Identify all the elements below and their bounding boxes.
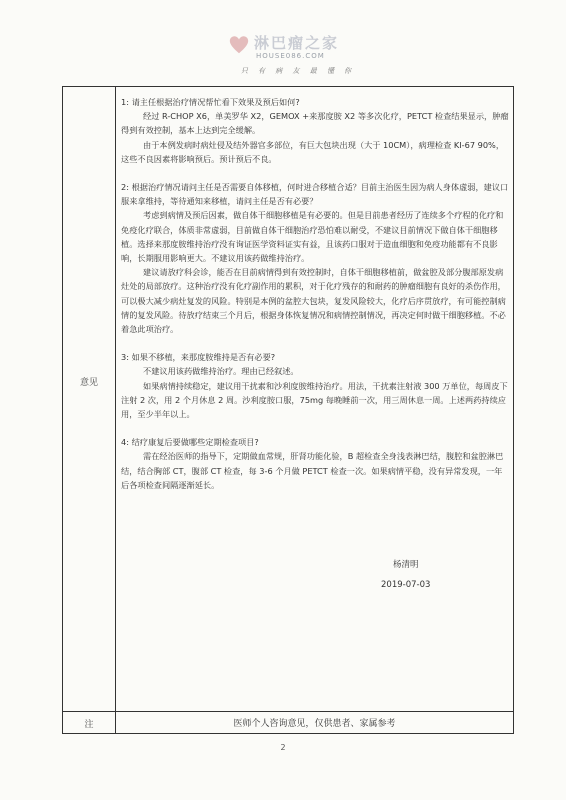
answer-paragraph: 由于本例发病时病灶侵及结外器官多部位，有巨大包块出现（大于 10CM），病理检查 KI-67 90%，这些不良因素将影响预后。预计预后不良。 [121, 139, 505, 164]
answer-paragraph: 建议请放疗科会诊，能否在目前病情得到有效控制时，自体干细胞移植前，做盆腔及部分腹部原发病灶处的局部放疗。这种治疗没有化疗副作用的累积，对于化疗残存的和耐药的肿瘤细胞有良好的杀伤作用，可以极大减少病灶复发的风险。特别是本例的盆腔大包块，复发风险较大，化疗后序贯放疗，有可能控制病情的复发风险。待放疗结束三个月后，根据身体恢复情况和病情控制情况，再决定何时做干细胞移植。不必着急此项治疗。 [121, 267, 506, 335]
consultation-form [62, 86, 514, 734]
note-text: 医师个人咨询意见，仅供患者、家属参考 [233, 719, 396, 729]
answer-paragraph: 需在经治医师的指导下，定期做血常规，肝肾功能化验，B 超检查全身浅表淋巴结，腹腔和盆腔淋巴结，结合胸部 CT，腹部 CT 检查，每 3-6 个月做 PETCT 检查一次。如果病情平稳，没有异常发现，一年后各项检查间隔逐渐延长。 [121, 451, 504, 490]
question-title: 4: 结疗康复后要做哪些定期检查项目? [121, 437, 259, 448]
logo-slogan: 只 有 病 友 最 懂 你 [240, 67, 356, 75]
opinion-label: 意见 [79, 378, 98, 388]
column-divider [115, 87, 116, 733]
question-block [121, 350, 509, 421]
answer-paragraph: 经过 R-CHOP X6，单美罗华 X2，GEMOX +来那度胺 X2 等多次化疗，PETCT 检查结果显示，肿瘤得到有效控制，基本上达到完全缓解。 [121, 111, 509, 136]
row-divider [63, 711, 513, 712]
site-logo [228, 30, 368, 80]
question-block [121, 180, 509, 336]
note-label: 注 [84, 720, 94, 730]
question-title: 1: 请主任根据治疗情况帮忙看下效果及预后如何? [121, 97, 300, 107]
logo-url: HOUSE086.COM [256, 52, 325, 60]
signature-block [381, 555, 430, 595]
signature-date: 2019-07-03 [381, 580, 431, 590]
logo-title: 淋巴瘤之家 [254, 34, 340, 52]
question-block [121, 435, 509, 492]
question-block [121, 95, 509, 166]
heart-icon [228, 34, 250, 56]
question-title: 3: 如果不移植，来那度胺维持是否有必要? [121, 352, 276, 363]
answer-paragraph: 如果病情持续稳定，建议用干扰素和沙利度胺维持治疗。用法，干扰素注射液 300 万单位，每周皮下注射 2 次，用 2 个月休息 2 周。沙利度胺口服，75mg 每晚睡前一次，用三周休息一周。上述两药持续应用，至少半年以上。 [121, 380, 508, 420]
question-title: 2: 根据治疗情况请问主任是否需要自体移植，何时进合移植合适？目前主治医生因为病人身体虚弱，建议口服来拿维持，等待通知来移植，请问主任是否有必要？ [121, 182, 509, 207]
opinion-content [121, 93, 509, 492]
answer-paragraph: 考虑到病情及预后因素，做自体干细胞移植是有必要的。但是目前患者经历了连续多个疗程的化疗和免疫化疗联合，体质非常虚弱，目前做自体干细胞治疗恐怕难以耐受，不建议目前情况下做自体干细胞移植。选择来那度胺维持治疗没有询证医学资料证实有益，且该药口服对于造血细胞和免疫功能都有不良影响，长期服用影响更大。不建议用该药做维持治疗。 [121, 210, 504, 264]
doctor-name: 杨清明 [393, 560, 419, 570]
answer-paragraph: 不建议用该药做维持治疗。理由已经叙述。 [143, 366, 299, 377]
page-number: 2 [280, 743, 286, 752]
